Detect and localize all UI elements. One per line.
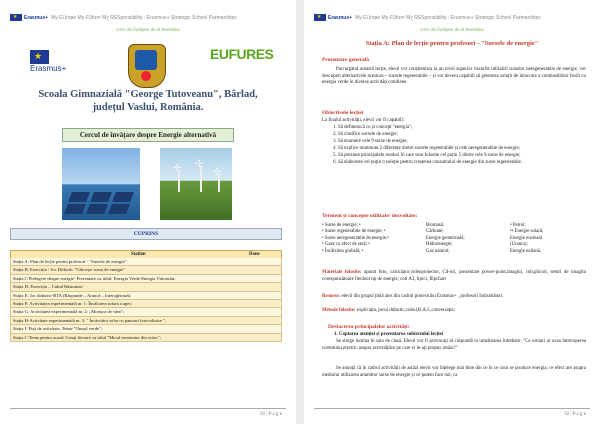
header-erasmus: Erasmus+: [24, 14, 49, 21]
section-general: Prezentare generală: [322, 57, 369, 63]
club-subtitle: Cerc de învățare de la România: [116, 27, 180, 32]
page-header: [314, 14, 592, 23]
section-objectives: Obiectivele lecției: [322, 110, 364, 116]
general-text: Parcurgând această lecție, elevii vor conștientiza la un nivel superior riscurile utilizării surselor neregenerabile de energie, vor descoperi alternativele acestora – sursele regenerabile – și vor deveni capabili să genereze soluții de înlocuire a combustibilor fosili cu energia verde în diverse activități cotidiene.: [322, 67, 586, 86]
objective-item: 3. Să enumere cele 9 surse de energie;: [338, 139, 586, 146]
erasmus-label: Erasmus+: [30, 64, 67, 73]
toc-row: Stația C Prelegere despre energie- Prezentare cu titlul: Energia Verde-Energia Viitorului;: [10, 275, 282, 283]
term: • Încălzirea globală; •: [322, 248, 364, 254]
activity-1-title: 1. Captarea atenției și prezentarea subiectului lecției: [334, 332, 444, 337]
terms-col-3: [510, 223, 543, 255]
materials-text: aparat foto, calculator,videoproiector, Cd-uri, prezentare power-point,imagini, cub,plicuri, seturi de imagini corespunzătoare fiecărui tip de energie, coli A3, lipici, flipchart: [322, 270, 587, 282]
objectives-list: [328, 125, 586, 168]
page-number: 92 | P a g e: [564, 412, 586, 417]
footer-rule: [314, 408, 590, 409]
term: Energie nucleară: [510, 235, 543, 241]
terms-list: [322, 223, 586, 267]
right-page: [304, 0, 600, 424]
toc-row: Stația H-Activitate experimentală nr. 3: " Încărcător solar cu panouri fotovoltaice ",: [10, 317, 282, 325]
term: • Surse neregenerabile de energie;•: [322, 235, 389, 241]
eu-flag-icon: ★: [30, 50, 49, 64]
school-crest-icon: [128, 44, 166, 88]
club-subtitle: Cerc de învățare de la România: [420, 27, 484, 32]
terms-col-1: [322, 223, 389, 255]
eu-flag-icon: [10, 14, 22, 21]
activity-1-text: Se stinge lumina în sala de clasă. Elevii vor fi provocați să răspundă la următoarea întrebare: "Ce urmări ar avea întreruperea curentului electric asupra activităților pe care vi le-ați propus astăzi?": [322, 339, 586, 351]
toc-row: Stația D: Exercițiu – Cubul Răsturnat-: [10, 283, 282, 291]
left-page: [0, 0, 296, 424]
toc-row: Stația F: Activitatea experimentală nr. 1: Încălzirea solară a apei;: [10, 300, 282, 308]
term: Biomasă;: [426, 223, 445, 228]
objective-item: 6. Să elaboreze cel puțin o soluție pentru creșterea consumului de energie din surse regenerabile.: [338, 160, 586, 167]
header-erasmus: Erasmus+: [328, 14, 353, 21]
erasmus-logo: [30, 50, 90, 72]
footer-rule: [10, 408, 286, 409]
term: (Uraniu);: [510, 242, 528, 248]
section-activities: Desfacerea principalelor activități:: [328, 324, 410, 330]
term: Energie geotermală;: [426, 235, 465, 241]
objective-item: 4. Să explice minimum 2 diferențe dintre sursele regenerabile și cele neregenerabile de energie;: [338, 146, 586, 153]
circle-title: Cercul de învățare despre Energie alternativă: [62, 128, 234, 142]
materials: [322, 270, 586, 283]
term: • Gaze cu efect de seră; •: [322, 242, 370, 248]
toc-row: Stația I: Fișă de activitate, Tema-"Orașul verde";: [10, 325, 282, 333]
solar-panel-photo: [62, 148, 140, 220]
objectives-intro: La finalul activității, elevii vor fi capabili:: [322, 118, 405, 123]
term: Gaz natural;: [426, 248, 450, 254]
resources-label: Resurse:: [322, 294, 341, 299]
materials-label: Materiale folosite:: [322, 270, 362, 275]
school-line-1: Scoala Gimnazială "George Tutoveanu", Bârlad,: [38, 89, 258, 100]
resources-text: elevii din grupul țintă ales din cadrul proiectului Erasmus+ , profesori îndrumători.: [341, 294, 504, 299]
section-terms: Termeni și concepte utilizate/ dezvoltate:: [322, 213, 418, 219]
objective-item: 1. Să definească cu și concept "energia";: [338, 125, 586, 132]
toc-table: [10, 258, 282, 342]
terms-col-2: [426, 223, 465, 255]
methods: [322, 308, 586, 315]
toc-row: Stația J /Tema pentru acasă/ Creați literare cu titlul "Micul inventator din viitor";: [10, 334, 282, 342]
header-project: My EUrope My FUture My RESponsibility - Erasmus+ Strategic School Partnerships: [51, 14, 237, 21]
term: • Petrol;: [510, 223, 526, 228]
resources: [322, 294, 586, 301]
toc-row: Stația E: Joc didactic-BTA (Răspunde – Aruncă – Interoghează).: [10, 292, 282, 300]
objective-item: 2. Să clasifice sursele de energie;: [338, 132, 586, 139]
toc-row: Stația B: Exercițiu / Joc Didactic "Ghicește sursa de energie": [10, 266, 282, 274]
term: • Surse regenerabile de energie; •: [322, 229, 386, 235]
objective-item: 5. Să prezinte principalele moduri în care sunt folosite cel puțin 5 dintre cele 9 surse de energie;: [338, 153, 586, 160]
eu-flag-icon: [314, 14, 326, 21]
term: Energie eoliană.: [510, 248, 542, 254]
toc-row: Stația G: Activitatea experimentală nr. 2: „Morișca de vânt";: [10, 308, 282, 316]
school-title: [0, 88, 296, 114]
term: Cărbune;: [426, 229, 444, 235]
page-number: 91 | P a g e: [260, 412, 282, 417]
term: • Surse de energie; •: [322, 223, 361, 228]
wind-turbine-photo: [160, 148, 232, 220]
methods-text: explicația, jocul didactic,cubul,R.A.I.,conversația;: [356, 308, 455, 313]
eufures-logo: EUFURES: [210, 46, 274, 62]
term: Hidroenergie;: [426, 242, 453, 248]
toc-col-done: Done: [249, 252, 260, 257]
activity-1-text-2: Se anunță că în cadrul activității de astăzi elevii vor înțelege mai bine din ce în ce cum se produce energia, ce efect are asupra mediului utilizarea anumitor surse de energie și ce putem face noi, ca: [322, 366, 586, 378]
toc-title: CUPRINS: [10, 228, 282, 240]
toc-col-station: Station: [131, 252, 146, 257]
term: •• Energie solară;: [510, 229, 544, 235]
header-project: My EUrope My FUture My RESponsibility - Erasmus+ Strategic School Partnerships: [355, 14, 541, 21]
toc-row: Stația A: Plan de lecție pentru profesori - "Sursele de energie": [10, 258, 282, 266]
school-line-2: județul Vaslui, România.: [92, 102, 204, 113]
station-title: Stația A: Plan de lecție pentru profesori - "Sursele de energie": [365, 40, 539, 47]
page-header: [10, 14, 288, 23]
methods-label: Metode folosite:: [322, 308, 356, 313]
